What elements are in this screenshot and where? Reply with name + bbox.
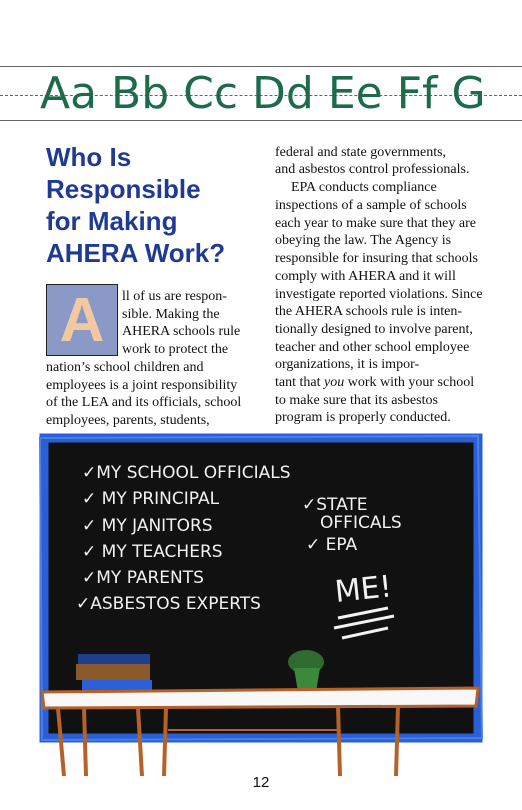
body-line: responsible for insuring that schools bbox=[275, 251, 478, 266]
body-line: program is properly conducted. bbox=[275, 410, 451, 425]
chalk-item: ✓ MY TEACHERS bbox=[82, 542, 223, 562]
body-text: tant that bbox=[275, 375, 324, 390]
chalk-item: ✓MY SCHOOL OFFICIALS bbox=[82, 463, 291, 483]
body-line: to make sure that its asbestos bbox=[275, 393, 438, 408]
body-line: the AHERA schools rule is inten- bbox=[275, 304, 463, 319]
body-line: inspections of a sample of schools bbox=[275, 198, 467, 213]
chalk-me: ME! bbox=[333, 569, 394, 610]
chalk-item: OFFICALS bbox=[320, 513, 402, 533]
body-line: employees, parents, students, bbox=[46, 413, 210, 428]
body-line: organizations, it is impor- bbox=[275, 357, 420, 372]
chalk-item: ✓ MY PRINCIPAL bbox=[82, 489, 220, 509]
drop-cap: A bbox=[46, 284, 118, 356]
body-line: comply with AHERA and it will bbox=[275, 269, 456, 284]
body-line: ll of us are respon- bbox=[122, 289, 227, 304]
body-line: obeying the law. The Agency is bbox=[275, 233, 452, 248]
page-number: 12 bbox=[252, 774, 270, 791]
body-line: each year to make sure that they are bbox=[275, 216, 476, 231]
body-line: work to protect the bbox=[122, 342, 229, 357]
title-line: Responsible bbox=[46, 174, 201, 204]
title-line: AHERA Work? bbox=[46, 238, 226, 268]
title-line: for Making bbox=[46, 206, 178, 236]
body-line: and asbestos control professionals. bbox=[275, 162, 470, 177]
chalk-item: ✓STATE bbox=[302, 495, 368, 515]
body-text: work with your school bbox=[344, 375, 475, 390]
chalk-item: ✓MY PARENTS bbox=[82, 568, 204, 588]
chalk-item: ✓ASBESTOS EXPERTS bbox=[76, 594, 261, 614]
body-line: tionally designed to involve parent, bbox=[275, 322, 473, 337]
body-line: sible. Making the bbox=[122, 307, 220, 322]
body-line: employees is a joint responsibility bbox=[46, 378, 238, 393]
body-line: federal and state governments, bbox=[275, 145, 447, 160]
chalk-item: ✓ MY JANITORS bbox=[82, 516, 213, 536]
body-line bbox=[275, 374, 474, 392]
body-line: nation’s school children and bbox=[46, 360, 204, 375]
body-line: EPA conducts compliance bbox=[291, 180, 437, 195]
page-title bbox=[46, 141, 251, 269]
body-line: investigate reported violations. Since bbox=[275, 287, 483, 302]
blackboard-illustration bbox=[38, 430, 522, 778]
title-line: Who Is bbox=[46, 142, 132, 172]
chalk-item: ✓ EPA bbox=[306, 535, 358, 555]
alphabet-banner: Aa Bb Cc Dd Ee Ff G bbox=[40, 68, 486, 119]
body-line: teacher and other school employee bbox=[275, 340, 470, 355]
body-line: of the LEA and its officials, school bbox=[46, 395, 242, 410]
emphasis-you: you bbox=[324, 375, 345, 390]
body-line: AHERA schools rule bbox=[122, 324, 241, 339]
